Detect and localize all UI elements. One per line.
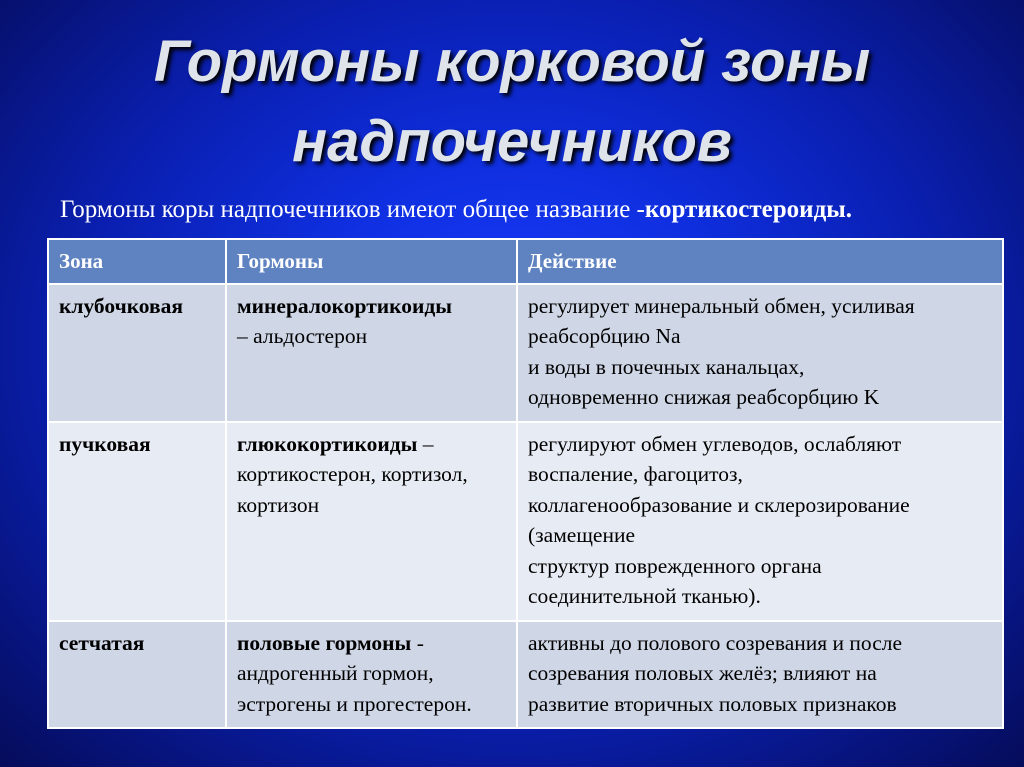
hormone-cell [226, 621, 517, 729]
title-line-1: Гормоны корковой зоны [153, 29, 871, 94]
hormone-name: минералокортикоиды [237, 293, 453, 318]
action-line: регулируют обмен углеводов, ослабляют [528, 431, 902, 456]
action-line: (замещение [528, 523, 635, 547]
hormone-name: глюкокортикоиды [237, 431, 418, 456]
action-line: развитие вторичных половых признаков [528, 691, 897, 716]
action-line: коллагенообразование и склерозирование [528, 492, 910, 517]
hormone-detail: – альдостерон [237, 324, 368, 348]
action-cell [517, 422, 1003, 621]
hormones-table [47, 238, 1004, 729]
action-cell [517, 621, 1003, 729]
action-line: соединительной тканью). [528, 584, 761, 608]
subtitle-bold-term: кортикостероиды. [644, 196, 852, 223]
action-line: реабсорбцию Na [528, 324, 681, 348]
action-line: созревания половых желёз; влияют на [528, 661, 877, 685]
header-action: Действие [517, 239, 1003, 284]
zone-cell: клубочковая [48, 284, 226, 422]
action-line: и воды в почечных канальцах, [528, 354, 805, 379]
hormone-detail: - андрогенный гормон, эстрогены и прогестерон. [237, 630, 472, 716]
table-row [48, 422, 1003, 621]
header-zone: Зона [48, 239, 226, 284]
action-line: одновременно снижая реабсорбцию K [528, 385, 880, 409]
zone-cell: сетчатая [48, 621, 226, 729]
hormone-cell [226, 422, 517, 621]
zone-cell: пучковая [48, 422, 226, 621]
action-line: активны до полового созревания и после [528, 630, 903, 655]
hormone-cell [226, 284, 517, 422]
action-line: структур поврежденного органа [528, 553, 822, 578]
action-line: регулирует минеральный обмен, усиливая [528, 293, 915, 318]
subtitle-prefix: Гормоны коры надпочечников имеют общее название - [60, 196, 645, 223]
slide-title [0, 22, 1024, 182]
action-cell [517, 284, 1003, 422]
hormone-detail: – кортикостерон, кортизол, кортизон [237, 431, 468, 517]
hormone-name: половые гормоны [237, 630, 412, 655]
action-line: воспаление, фагоцитоз, [528, 462, 743, 486]
table-header-row [48, 239, 1003, 284]
header-hormones: Гормоны [226, 239, 517, 284]
table-row [48, 621, 1003, 729]
title-line-2: надпочечников [292, 109, 732, 174]
table-row [48, 284, 1003, 422]
subtitle [60, 196, 1000, 224]
